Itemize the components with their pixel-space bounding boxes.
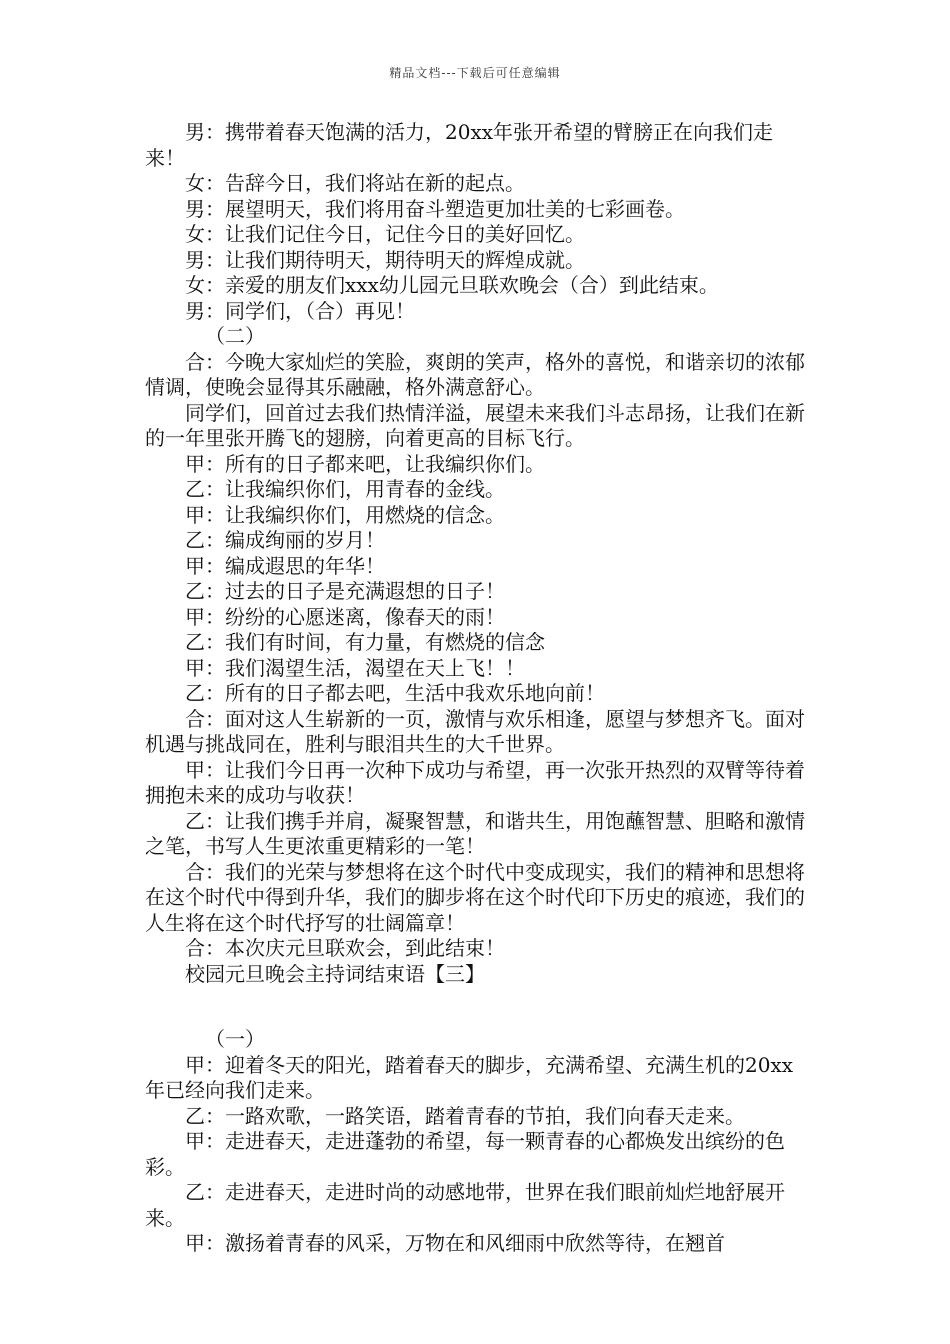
paragraph: 甲：让我们今日再一次种下成功与希望，再一次张开热烈的双臂等待着拥抱未来的成功与收获！	[145, 757, 805, 807]
paragraph: 男：同学们，（合）再见！	[185, 298, 415, 323]
section-label: （一）	[205, 1027, 265, 1051]
paragraph: 甲：走进春天，走进蓬勃的希望，每一颗青春的心都焕发出缤纷的色彩。	[145, 1129, 785, 1179]
part2-section	[145, 324, 805, 987]
paragraph: 乙：让我们携手并肩，凝聚智慧，和谐共生，用饱蘸智慧、胆略和激情之笔，书写人生更浓重更精彩的一笔！	[145, 808, 805, 858]
paragraph: 乙：过去的日子是充满遐想的日子！	[185, 579, 505, 603]
paragraph: 同学们，回首过去我们热情洋溢，展望未来我们斗志昂扬，让我们在新的一年里张开腾飞的翅膀，向着更高的目标飞行。	[145, 400, 805, 450]
paragraph: 甲：纷纷的心愿迷离，像春天的雨！	[185, 604, 505, 629]
paragraph: 女：告辞今日，我们将站在新的起点。	[185, 171, 525, 195]
paragraph: 女：亲爱的朋友们xxx幼儿园元旦联欢晚会（合）到此结束。	[185, 273, 719, 297]
paragraph: 乙：一路欢歌，一路笑语，踏着青春的节拍，我们向春天走来。	[185, 1103, 745, 1128]
page-header: 精品文档---下载后可任意编辑	[389, 66, 561, 80]
part1-section	[145, 120, 805, 324]
paragraph: 合：面对这人生崭新的一页，激情与欢乐相逢，愿望与梦想齐飞。面对机遇与挑战同在，胜利与眼泪共生的大千世界。	[145, 706, 805, 756]
paragraph: 男：展望明天，我们将用奋斗塑造更加壮美的七彩画卷。	[185, 196, 685, 221]
paragraph: 甲：编成遐思的年华！	[185, 553, 385, 578]
spacer	[145, 987, 805, 1027]
paragraph: 乙：我们有时间，有力量，有燃烧的信念	[185, 630, 545, 654]
paragraph: 合：本次庆元旦联欢会，到此结束！	[185, 936, 505, 960]
paragraph: 乙：走进春天，走进时尚的动感地带，世界在我们眼前灿烂地舒展开来。	[145, 1180, 785, 1230]
section-label: （二）	[205, 324, 265, 348]
section-heading: 校园元旦晚会主持词结束语【三】	[185, 961, 485, 986]
paragraph: 甲：所有的日子都来吧，让我编织你们。	[185, 451, 545, 476]
paragraph: 甲：激扬着青春的风采，万物在和风细雨中欣然等待，在翘首	[185, 1231, 725, 1255]
paragraph: 甲：让我编织你们，用燃烧的信念。	[185, 502, 505, 527]
paragraph: 男：让我们期待明天，期待明天的辉煌成就。	[185, 247, 585, 272]
paragraph: 甲：我们渴望生活，渴望在天上飞！！	[185, 655, 525, 680]
part3-section	[145, 1027, 805, 1257]
paragraph: 乙：让我编织你们，用青春的金线。	[185, 477, 505, 501]
document-body	[145, 120, 805, 1257]
paragraph: 合：我们的光荣与梦想将在这个时代中变成现实，我们的精神和思想将在这个时代中得到升华，我们的脚步将在这个时代印下历史的痕迹，我们的人生将在这个时代抒写的壮阔篇章！	[145, 859, 805, 935]
paragraph: 女：让我们记住今日，记住今日的美好回忆。	[185, 222, 585, 246]
paragraph: 合：今晚大家灿烂的笑脸，爽朗的笑声，格外的喜悦，和谐亲切的浓郁情调，使晚会显得其乐融融，格外满意舒心。	[145, 349, 805, 399]
paragraph: 男：携带着春天饱满的活力，20xx年张开希望的臂膀正在向我们走来！	[145, 120, 774, 170]
paragraph: 甲：迎着冬天的阳光，踏着春天的脚步，充满希望、充满生机的20xx年已经向我们走来。	[145, 1052, 794, 1102]
paragraph: 乙：编成绚丽的岁月！	[185, 528, 385, 552]
paragraph: 乙：所有的日子都去吧，生活中我欢乐地向前！	[185, 681, 605, 705]
